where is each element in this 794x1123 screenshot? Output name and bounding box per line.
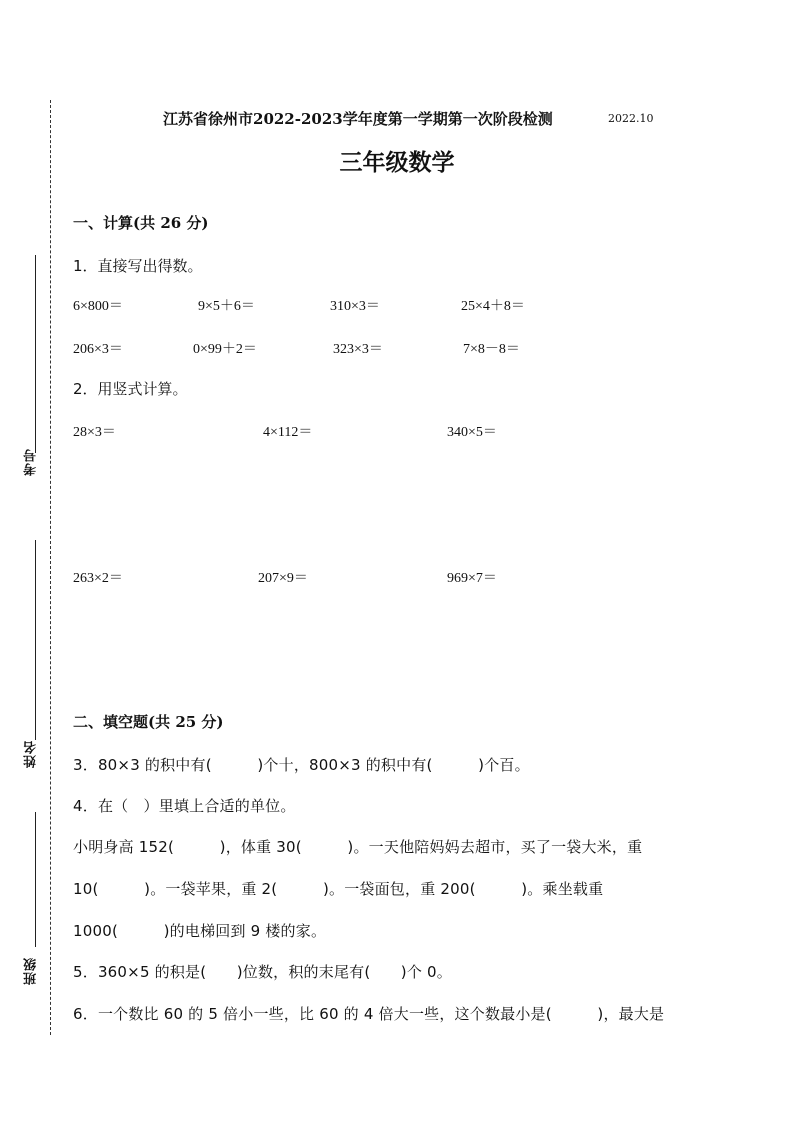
oral-calc-item: 25×4＋8＝: [461, 299, 525, 314]
page-title: 三年级数学: [339, 149, 455, 176]
oral-calc-item: 323×3＝: [333, 342, 383, 357]
oral-calc-item: 6×800＝: [73, 299, 123, 314]
exam-date: 2022.10: [608, 112, 654, 125]
binding-dashed-line: [50, 100, 51, 1035]
question-6: 6．一个数比 60 的 5 倍小一些，比 60 的 4 倍大一些，这个数最小是( )，最大是: [73, 1005, 665, 1023]
id-number-line: [35, 255, 36, 453]
vertical-calc-item: 969×7＝: [447, 571, 497, 586]
name-line: [35, 540, 36, 740]
section-2-heading: 二、填空题(共 25 分): [73, 713, 224, 731]
question-4-line: 10( )。一袋苹果，重 2( )。一袋面包，重 200( )。乘坐载重: [73, 880, 604, 898]
exam-header-title: 江苏省徐州市2022-2023学年度第一学期第一次阶段检测: [163, 110, 553, 128]
vertical-calc-item: 4×112＝: [263, 425, 313, 440]
question-4-label: 4．在（ ）里填上合适的单位。: [73, 797, 296, 815]
question-2-label: 2．用竖式计算。: [73, 380, 188, 398]
id-number-label: 考号: [24, 448, 39, 476]
name-label: 姓名: [24, 740, 39, 768]
oral-calc-item: 310×3＝: [330, 299, 380, 314]
question-4-line: 1000( )的电梯回到 9 楼的家。: [73, 922, 327, 940]
class-label: 班级: [24, 957, 39, 985]
vertical-calc-item: 263×2＝: [73, 571, 123, 586]
vertical-calc-item: 207×9＝: [258, 571, 308, 586]
vertical-calc-item: 340×5＝: [447, 425, 497, 440]
section-1-heading: 一、计算(共 26 分): [73, 214, 209, 232]
oral-calc-item: 206×3＝: [73, 342, 123, 357]
class-line: [35, 812, 36, 947]
question-5: 5．360×5 的积是( )位数，积的末尾有( )个 0。: [73, 963, 452, 981]
oral-calc-item: 7×8－8＝: [463, 342, 520, 357]
question-1-label: 1．直接写出得数。: [73, 257, 203, 275]
oral-calc-item: 0×99＋2＝: [193, 342, 257, 357]
question-3: 3．80×3 的积中有( )个十，800×3 的积中有( )个百。: [73, 756, 530, 774]
oral-calc-item: 9×5＋6＝: [198, 299, 255, 314]
vertical-calc-item: 28×3＝: [73, 425, 116, 440]
question-4-line: 小明身高 152( )，体重 30( )。一天他陪妈妈去超市，买了一袋大米，重: [73, 838, 643, 856]
